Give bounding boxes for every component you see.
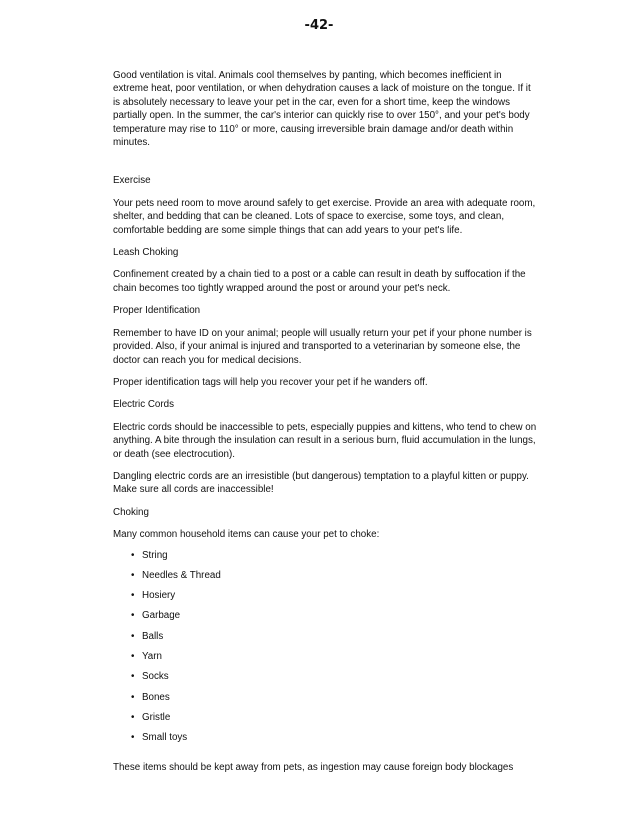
bullet-icon: • [131,610,135,622]
choking-outro: These items should be kept away from pets, as ingestion may cause foreign body blockages [113,761,514,773]
ventilation-paragraph: Good ventilation is vital. Animals cool themselves by panting, which becomes inefficient in extreme heat, poor ventilation, or when dehydration causes a lack of moisture on the tongue. If it is absolutely necessary to leave your pet in the car, even for a short time, keep the windows partially open. In the summer, the car's interior can quickly rise to over 150°, and your pet's body temperature may rise to 110° or more, causing irreversible brain damage and/or death within minutes. [113,70,531,149]
leash-choking-paragraph: Confinement created by a chain tied to a post or a cable can result in death by suffocation if the chain becomes too tightly wrapped around the post or around your pet's neck. [113,269,526,294]
bullet-icon: • [131,671,135,683]
electric-cords-paragraph: Electric cords should be inaccessible to pets, especially puppies and kittens, who tend to chew on anything. A bite through the insulation can result in a serious burn, fluid accumulation in the lungs, or death (see electrocution). [113,421,537,460]
dangling-cords-paragraph: Dangling electric cords are an irresistible (but dangerous) temptation to a playful kitten or puppy. Make sure all cords are inaccessible! [113,470,529,496]
list-item: • Bones [131,691,170,703]
choking-items-list [113,549,538,752]
exercise-heading: Exercise [113,175,151,187]
list-item: • Small toys [131,732,188,744]
list-item: • Garbage [131,610,181,622]
bullet-icon: • [131,549,135,561]
proper-identification-heading: Proper Identification [113,305,201,317]
exercise-paragraph: Your pets need room to move around safely to get exercise. Provide an area with adequate room, shelter, and bedding that can be cleaned. Lots of space to exercise, some toys, and clean, comfortable bedding are some simple things that can add years to your pet's life. [113,197,536,236]
leash-choking-heading: Leash Choking [113,247,179,259]
bullet-icon: • [131,590,135,602]
bullet-icon: • [131,711,135,723]
bullet-icon: • [131,651,135,663]
bullet-icon: • [131,630,135,642]
list-item: • Yarn [131,651,162,663]
bullet-icon: • [131,569,135,581]
bullet-icon: • [131,732,135,744]
page-number: -42- [304,18,334,33]
choking-intro: Many common household items can cause your pet to choke: [113,529,380,541]
list-item: • Gristle [131,711,171,723]
list-item: • Needles & Thread [131,569,221,581]
list-item: • Hosiery [131,590,176,602]
electric-cords-heading: Electric Cords [113,399,174,411]
list-item: • Balls [131,630,164,642]
proper-identification-paragraph: Remember to have ID on your animal; people will usually return your pet if your phone number is provided. Also, if your animal is injured and transported to a veterinarian by someone else, the doctor can reach you for medical decisions. [113,327,532,366]
choking-heading: Choking [113,506,149,518]
bullet-icon: • [131,691,135,703]
identification-tags-paragraph: Proper identification tags will help you recover your pet if he wanders off. [113,376,428,388]
document-body [113,69,538,783]
list-item: • String [131,549,168,561]
list-item: • Socks [131,671,169,683]
